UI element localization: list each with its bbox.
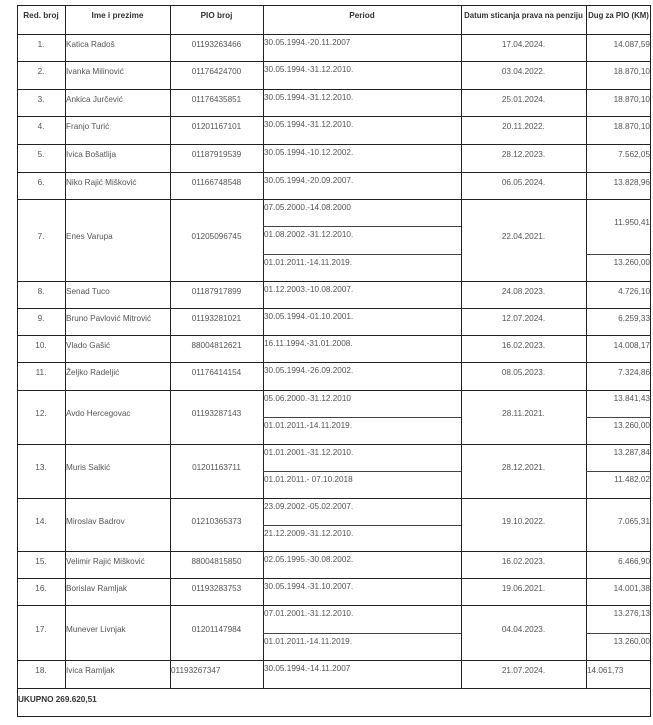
pio-number: 01166748548 <box>191 178 242 187</box>
period-range: 16.11.1994.-31.01.2008. <box>264 339 353 348</box>
period-range: 01.08.2002.-31.12.2010. <box>264 230 354 239</box>
debt-amount: 14.008,17 <box>613 341 650 350</box>
row-divider <box>17 551 651 552</box>
period-range: 05.06.2000.-31.12.2010 <box>264 394 351 403</box>
pio-number: 01201147984 <box>191 625 242 634</box>
pension-date: 22.04.2021. <box>501 232 546 241</box>
debt-amount: 13.841,43 <box>613 394 650 403</box>
pension-date: 28.12.2021. <box>501 463 546 472</box>
row-divider <box>17 660 651 661</box>
row-divider <box>17 362 651 363</box>
period-range: 01.01.2011.-14.11.2019. <box>264 421 353 430</box>
row-divider <box>17 578 651 579</box>
person-name: Niko Rajić Mišković <box>66 178 137 187</box>
pio-number: 01176435851 <box>191 95 242 104</box>
period-range: 23.09.2002.-05.02.2007. <box>264 502 354 511</box>
period-divider <box>263 417 461 418</box>
person-name: Enes Varupa <box>66 232 113 241</box>
table-border-bottom <box>17 716 651 717</box>
row-divider <box>17 172 651 173</box>
row-divider <box>17 390 651 391</box>
row-number: 16. <box>35 584 47 593</box>
period-range: 30.05.1994.-01.10.2001. <box>264 312 354 321</box>
period-divider <box>263 226 461 227</box>
row-number: 9. <box>37 314 45 323</box>
pension-date: 28.11.2021. <box>502 409 545 418</box>
header-bottom-border <box>17 34 651 35</box>
table-border-top <box>17 5 651 6</box>
debt-amount: 13.276,13 <box>613 609 650 618</box>
row-number: 18. <box>35 666 47 675</box>
row-divider <box>17 61 651 62</box>
person-name: Munever Livnjak <box>66 625 126 634</box>
pio-number: 01193287143 <box>191 409 242 418</box>
row-number: 10. <box>35 341 47 350</box>
period-range: 30.05.1994.-31.12.2010. <box>264 93 354 102</box>
row-number: 15. <box>35 557 47 566</box>
period-range: 30.05.1994.-10.12.2002. <box>264 148 354 157</box>
pio-number: 88004815850 <box>191 557 242 566</box>
debt-divider <box>586 633 651 634</box>
period-range: 30.05.1994.-31.10.2007. <box>264 582 354 591</box>
person-name: Senad Tuco <box>66 287 110 296</box>
person-name: Muris Salkić <box>66 463 111 472</box>
pio-number: 01193263466 <box>191 40 242 49</box>
pio-number: 01187917899 <box>191 287 242 296</box>
period-range: 30.05.1994.-26.09.2002. <box>264 366 354 375</box>
debt-amount: 18.870,10 <box>613 122 650 131</box>
row-number: 1. <box>37 40 45 49</box>
table-border-right <box>650 5 651 717</box>
header-datum: Datum sticanja prava na penziju <box>464 11 583 20</box>
pio-number: 01193267347 <box>171 666 221 675</box>
row-number: 2. <box>37 67 45 76</box>
row-number: 5. <box>37 150 45 159</box>
pio-number: 01176414154 <box>191 368 242 377</box>
debt-divider <box>586 254 651 255</box>
total-label: UKUPNO 269.620,51 <box>18 695 97 704</box>
pension-date: 08.05.2023. <box>501 368 546 377</box>
pension-date: 03.04.2022. <box>501 67 546 76</box>
header-ime-prezime: Ime i prezime <box>91 11 144 20</box>
debt-amount: 4.726,10 <box>618 287 650 296</box>
period-divider <box>263 254 461 255</box>
row-number: 3. <box>37 95 45 104</box>
period-range: 07.05.2000.-14.08.2000 <box>264 203 351 212</box>
period-range: 30.05.1994.-31.12.2010. <box>264 65 354 74</box>
debt-amount: 14.061,73 <box>587 666 624 675</box>
debt-amount: 7.562,05 <box>618 150 650 159</box>
header-period: Period <box>349 11 375 20</box>
row-number: 6. <box>37 178 45 187</box>
person-name: Ivica Ramljak <box>66 666 115 675</box>
debt-amount: 11.950,41 <box>614 218 650 227</box>
period-range: 02.05.1995.-30.08.2002. <box>264 555 354 564</box>
pension-date: 28.12.2023. <box>501 150 546 159</box>
pension-date: 04.04.2023. <box>501 625 546 634</box>
row-number: 14. <box>35 517 47 526</box>
row-divider <box>17 688 651 689</box>
debt-divider <box>586 471 651 472</box>
person-name: Franjo Turić <box>66 122 110 131</box>
period-range: 30.05.1994.-31.12.2010. <box>264 120 354 129</box>
pension-date: 16.02.2023. <box>501 341 546 350</box>
row-divider <box>17 335 651 336</box>
row-number: 17. <box>35 625 47 634</box>
period-divider <box>263 471 461 472</box>
row-number: 8. <box>37 287 45 296</box>
person-name: Ivanka Milinović <box>66 67 124 76</box>
pension-date: 12.07.2024. <box>501 314 546 323</box>
table-border-left <box>17 5 18 717</box>
row-number: 11. <box>35 368 47 377</box>
pio-number: 01205096745 <box>191 232 242 241</box>
period-range: 30.05.1994.-20.11.2007 <box>264 38 351 47</box>
pio-number: 01210365373 <box>191 517 242 526</box>
pension-date: 19.06.2021. <box>501 584 546 593</box>
debt-amount: 7.065,31 <box>618 517 650 526</box>
row-divider <box>17 144 651 145</box>
person-name: Velimir Rajić Mišković <box>66 557 145 566</box>
pension-date: 17.04.2024. <box>501 40 546 49</box>
person-name: Bruno Pavlović Mitrović <box>66 314 152 323</box>
row-divider <box>17 444 651 445</box>
period-range: 01.01.2011.-14.11.2019. <box>264 637 353 646</box>
debt-amount: 7.324,86 <box>618 368 650 377</box>
pio-number: 88004812621 <box>191 341 242 350</box>
header-red-broj: Red. broj <box>23 11 59 20</box>
row-number: 13. <box>35 463 47 472</box>
period-range: 01.12.2003.-10.08.2007. <box>264 285 354 294</box>
pio-number: 01193281021 <box>191 314 242 323</box>
row-divider <box>17 89 651 90</box>
pension-debt-table <box>17 5 651 717</box>
debt-amount: 14.001,38 <box>613 584 650 593</box>
pension-date: 06.05.2024. <box>501 178 546 187</box>
debt-amount: 13.260,00 <box>613 258 650 267</box>
person-name: Avdo Hercegovac <box>66 409 131 418</box>
period-range: 01.01.2001.-31.12.2010. <box>264 448 354 457</box>
row-divider <box>17 308 651 309</box>
pio-number: 01193283753 <box>191 584 242 593</box>
row-divider <box>17 116 651 117</box>
debt-amount: 6.259,33 <box>618 314 650 323</box>
debt-amount: 18.870,10 <box>613 67 650 76</box>
period-divider <box>263 633 461 634</box>
row-divider <box>17 605 651 606</box>
row-number: 4. <box>37 122 45 131</box>
person-name: Željko Radeljić <box>66 368 120 377</box>
pio-number: 01187919539 <box>191 150 242 159</box>
period-range: 21.12.2009.-31.12.2010. <box>264 529 354 538</box>
pio-number: 01176424700 <box>191 67 242 76</box>
period-range: 01.01.2011.-14.11.2019. <box>264 258 353 267</box>
person-name: Ankica Jurčević <box>66 95 123 104</box>
pension-date: 16.02.2023. <box>501 557 546 566</box>
period-divider <box>263 525 461 526</box>
person-name: Ivica Bošatlija <box>66 150 117 159</box>
row-number: 7. <box>37 232 45 241</box>
debt-amount: 13.260,00 <box>613 421 650 430</box>
debt-amount: 13.828,96 <box>613 178 650 187</box>
row-number: 12. <box>35 409 47 418</box>
header-pio-broj: PIO broj <box>200 11 233 20</box>
debt-amount: 13.260,00 <box>613 637 650 646</box>
debt-amount: 13.287,84 <box>613 448 650 457</box>
period-range: 30.05.1994.-14.11.2007 <box>264 664 351 673</box>
row-divider <box>17 281 651 282</box>
person-name: Miroslav Badrov <box>66 517 125 526</box>
person-name: Borislav Ramljak <box>66 584 127 593</box>
period-range: 30.05.1994.-20.09.2007. <box>264 176 354 185</box>
debt-amount: 6.466,90 <box>618 557 650 566</box>
debt-amount: 18.870,10 <box>613 95 650 104</box>
header-dug: Dug za PIO (KM) <box>588 11 649 20</box>
pio-number: 01201167101 <box>191 122 242 131</box>
debt-divider <box>586 417 651 418</box>
person-name: Vlado Gašić <box>66 341 111 350</box>
period-range: 07.01.2001.-31.12.2010. <box>264 609 354 618</box>
pension-date: 19.10.2022. <box>501 517 546 526</box>
row-divider <box>17 199 651 200</box>
pension-date: 25.01.2024. <box>501 95 546 104</box>
row-divider <box>17 498 651 499</box>
period-range: 01.01.2011.- 07.10.2018 <box>264 475 353 484</box>
debt-amount: 11.482,02 <box>614 475 650 484</box>
pio-number: 01201163711 <box>192 463 241 472</box>
pension-date: 21.07.2024. <box>501 666 546 675</box>
pension-date: 24.08.2023. <box>501 287 546 296</box>
pension-date: 20.11.2022. <box>502 122 545 131</box>
person-name: Katica Radoš <box>66 40 115 49</box>
debt-amount: 14.087,59 <box>613 40 650 49</box>
